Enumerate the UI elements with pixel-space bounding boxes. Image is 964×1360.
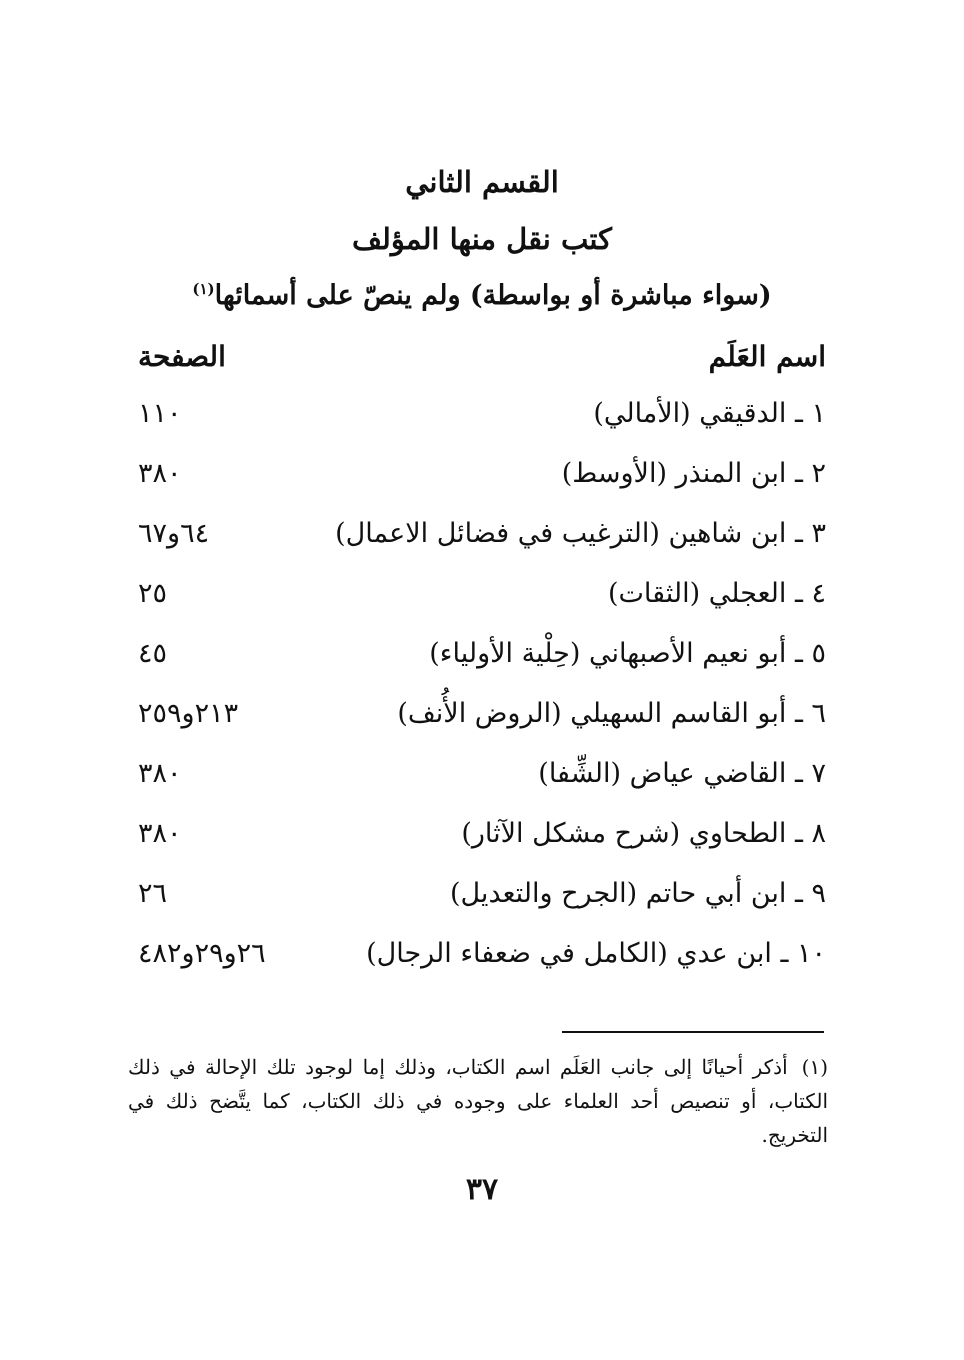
entry-page: ٢٦و٢٩و٤٨٢: [138, 938, 266, 969]
entry-page: ٣٨٠: [138, 458, 182, 489]
column-header-page: الصفحة: [138, 340, 226, 373]
entry-name: ٩ ـ ابن أبي حاتم (الجرح والتعديل): [449, 878, 826, 909]
entry-name: ١ ـ الدقيقي (الأمالي): [593, 398, 826, 429]
entry-page: ٤٥: [138, 638, 168, 669]
entry-page: ٢١٣و٢٥٩: [138, 698, 239, 729]
entry-name: ٥ ـ أبو نعيم الأصبهاني (حِلْية الأولياء): [429, 638, 826, 669]
entry-name: ٣ ـ ابن شاهين (الترغيب في فضائل الاعمال): [335, 518, 826, 549]
entry-name: ٧ ـ القاضي عياض (الشِّفا): [538, 758, 826, 789]
footnote-mark: (١): [801, 1055, 828, 1079]
subtitle-note: [0, 280, 964, 311]
list-item: [0, 698, 964, 758]
footnote-text: أذكر أحيانًا إلى جانب العَلَم اسم الكتاب، وذلك إما لوجود تلك الإحالة في ذلك الكتاب، أو تنصيص أحد العلماء على وجوده في ذلك الكتاب، كما يتَّضح ذلك في التخريج.: [128, 1055, 828, 1147]
entry-page: ٢٥: [138, 578, 168, 609]
list-item: [0, 638, 964, 698]
entry-page: ٣٨٠: [138, 758, 182, 789]
footnote-reference: (١): [192, 280, 215, 298]
list-item: [0, 878, 964, 938]
footnote-divider: [562, 1031, 824, 1033]
list-item: [0, 578, 964, 638]
section-title: القسم الثاني: [405, 165, 559, 199]
list-item: [0, 938, 964, 998]
footnote: [128, 1050, 828, 1152]
list-item: [0, 518, 964, 578]
list-item: [0, 758, 964, 818]
entry-page: ٦٤و٦٧: [138, 518, 210, 549]
entry-name: ٢ ـ ابن المنذر (الأوسط): [561, 458, 826, 489]
column-header-name: اسم العَلَم: [708, 340, 826, 373]
entry-page: ٢٦: [138, 878, 168, 909]
subtitle-note-text: (سواء مباشرة أو بواسطة) ولم ينصّ على أسمائها: [214, 280, 772, 311]
subtitle: كتب نقل منها المؤلف: [351, 222, 612, 256]
entry-name: ٦ ـ أبو القاسم السهيلي (الروض الأُنف): [397, 698, 826, 729]
list-item: [0, 818, 964, 878]
entry-page: ١١٠: [138, 398, 182, 429]
page-number: ٣٧: [465, 1172, 499, 1207]
list-item: [0, 458, 964, 518]
entries-list: [0, 398, 964, 998]
entry-name: ١٠ ـ ابن عدي (الكامل في ضعفاء الرجال): [366, 938, 826, 969]
entry-page: ٣٨٠: [138, 818, 182, 849]
list-item: [0, 398, 964, 458]
entry-name: ٤ ـ العجلي (الثقات): [607, 578, 826, 609]
entry-name: ٨ ـ الطحاوي (شرح مشكل الآثار): [461, 818, 826, 849]
